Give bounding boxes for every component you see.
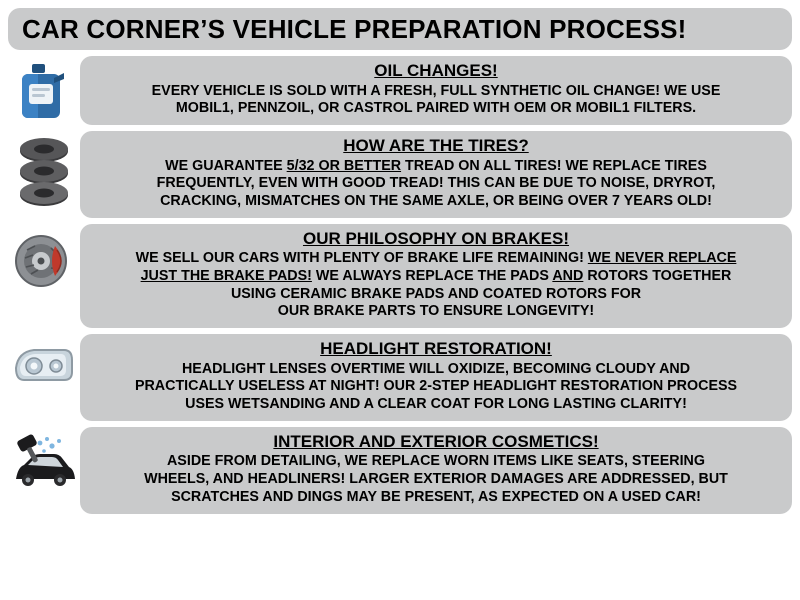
headlight-heading: HEADLIGHT RESTORATION! [320, 339, 552, 359]
oil-line-1: EVERY VEHICLE IS SOLD WITH A FRESH, FULL SYNTHETIC OIL CHANGE! WE USE [151, 82, 721, 99]
page-title-bar [8, 8, 792, 50]
cosmetics-line-2: WHEELS, AND HEADLINERS! LARGER EXTERIOR DAMAGES ARE ADDRESSED, BUT [144, 471, 728, 488]
cosmetics-line-1: ASIDE FROM DETAILING, WE REPLACE WORN ITEMS LIKE SEATS, STEERING [166, 453, 705, 470]
headlight-panel [80, 334, 792, 421]
brakes-line-3: USING CERAMIC BRAKE PADS AND COATED ROTORS FOR [230, 285, 642, 302]
headlight-icon [8, 334, 80, 390]
brakes-heading: OUR PHILOSOPHY ON BRAKES! [302, 228, 570, 248]
cosmetics-heading: INTERIOR AND EXTERIOR COSMETICS! [273, 431, 599, 451]
oil-changes-heading: OIL CHANGES! [374, 61, 498, 80]
headlight-line-3: USES WETSANDING AND A CLEAR COAT FOR LONG LASTING CLARITY! [185, 396, 687, 413]
brake-rotor-icon [8, 224, 80, 294]
headlight-line-1: HEADLIGHT LENSES OVERTIME WILL OXIDIZE, BECOMING CLOUDY AND [181, 360, 691, 377]
section-oil-changes [8, 56, 792, 125]
brakes-line-1: WE SELL OUR CARS WITH PLENTY OF BRAKE LIFE REMAINING! WE NEVER REPLACE [135, 250, 737, 267]
oil-changes-body [90, 83, 782, 118]
headlight-body [90, 361, 782, 414]
page-title: CAR CORNER’S VEHICLE PREPARATION PROCESS! [22, 13, 687, 44]
cosmetics-body [90, 453, 782, 506]
brakes-panel [80, 224, 792, 328]
cosmetics-line-3: SCRATCHES AND DINGS MAY BE PRESENT, AS EXPECTED ON A USED CAR! [171, 488, 701, 505]
tires-line-2: FREQUENTLY, EVEN WITH GOOD TREAD! THIS CAN BE DUE TO NOISE, DRYROT, [156, 175, 716, 192]
tires-line-1: WE GUARANTEE 5/32 OR BETTER TREAD ON ALL TIRES! WE REPLACE TIRES [165, 157, 707, 174]
cosmetics-panel [80, 427, 792, 514]
tires-heading: HOW ARE THE TIRES? [343, 135, 529, 155]
brakes-line-4: OUR BRAKE PARTS TO ENSURE LONGEVITY! [277, 303, 595, 320]
oil-bottle-icon [8, 56, 80, 122]
oil-line-2: MOBIL1, PENNZOIL, OR CASTROL PAIRED WITH OEM OR MOBIL1 FILTERS. [175, 100, 697, 117]
section-brakes [8, 224, 792, 328]
section-tires [8, 131, 792, 218]
oil-changes-panel [80, 56, 792, 125]
brakes-line-2: JUST THE BRAKE PADS! WE ALWAYS REPLACE THE PADS AND ROTORS TOGETHER [140, 267, 732, 284]
tires-panel [80, 131, 792, 218]
tires-body [90, 158, 782, 211]
brakes-body [90, 250, 782, 321]
headlight-line-2: PRACTICALLY USELESS AT NIGHT! OUR 2-STEP HEADLIGHT RESTORATION PROCESS [134, 378, 738, 395]
tires-line-3: CRACKING, MISMATCHES ON THE SAME AXLE, OR BEING OVER 7 YEARS OLD! [160, 192, 712, 209]
tire-stack-icon [8, 131, 80, 211]
section-cosmetics [8, 427, 792, 514]
car-wash-icon [8, 427, 80, 493]
section-headlight [8, 334, 792, 421]
